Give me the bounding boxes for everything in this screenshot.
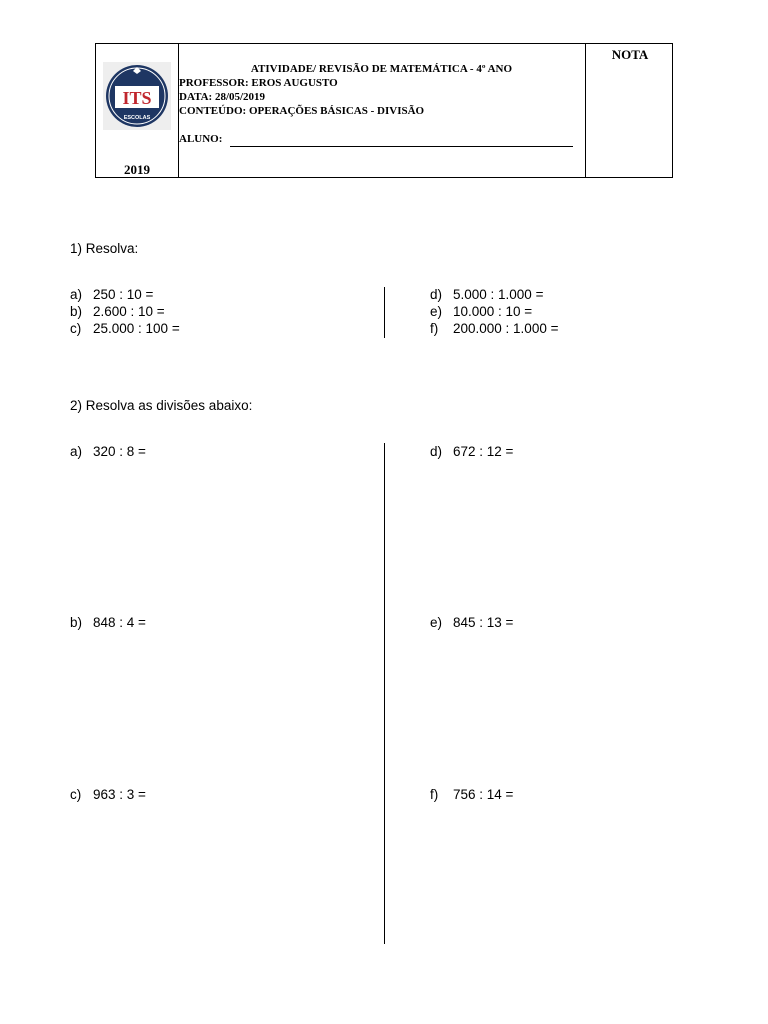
q1-item-c xyxy=(70,321,180,336)
grade-cell xyxy=(585,44,674,177)
q1-item-b xyxy=(70,304,165,319)
activity-title: ATIVIDADE/ REVISÃO DE MATEMÁTICA - 4º ANO xyxy=(250,63,513,75)
item-label: c) xyxy=(70,787,82,802)
school-logo xyxy=(103,62,171,130)
item-text: 320 : 8 = xyxy=(93,444,146,459)
item-label: b) xyxy=(70,615,83,630)
grade-label: NOTA xyxy=(611,47,649,62)
question-1-title: 1) Resolva: xyxy=(70,241,139,256)
q2-item-d xyxy=(430,444,513,459)
q1-item-a xyxy=(70,287,153,302)
item-text: 2.600 : 10 = xyxy=(93,304,165,319)
q2-item-f xyxy=(430,787,513,802)
item-text: 25.000 : 100 = xyxy=(93,321,180,336)
q2-item-b xyxy=(70,615,146,630)
logo-text: ITS xyxy=(122,88,152,108)
student-label: ALUNO: xyxy=(179,133,223,145)
logo-subtext: ESCOLAS xyxy=(123,115,151,121)
item-text: 5.000 : 1.000 = xyxy=(453,287,544,302)
q2-item-c xyxy=(70,787,146,802)
item-text: 845 : 13 = xyxy=(453,615,514,630)
info-cell xyxy=(178,44,585,177)
item-label: e) xyxy=(430,615,443,630)
item-label: a) xyxy=(70,444,83,459)
q2-column-divider xyxy=(384,443,385,944)
item-label: d) xyxy=(430,444,443,459)
item-text: 250 : 10 = xyxy=(93,287,154,302)
q1-item-e xyxy=(430,304,532,319)
q2-item-e xyxy=(430,615,513,630)
year-label: 2019 xyxy=(124,162,150,177)
item-label: e) xyxy=(430,304,443,319)
question-2-title: 2) Resolva as divisões abaixo: xyxy=(70,398,253,413)
item-text: 200.000 : 1.000 = xyxy=(453,321,559,336)
item-label: f) xyxy=(430,787,439,802)
q1-item-d xyxy=(430,287,543,302)
item-label: f) xyxy=(430,321,439,336)
item-label: b) xyxy=(70,304,83,319)
date-line: DATA: 28/05/2019 xyxy=(179,91,266,103)
item-label: d) xyxy=(430,287,443,302)
q1-column-divider xyxy=(384,287,385,338)
item-text: 756 : 14 = xyxy=(453,787,514,802)
item-text: 10.000 : 10 = xyxy=(453,304,533,319)
q1-item-f xyxy=(430,321,558,336)
item-text: 963 : 3 = xyxy=(93,787,146,802)
item-label: c) xyxy=(70,321,82,336)
header-table xyxy=(95,43,673,178)
item-label: a) xyxy=(70,287,83,302)
content-line: CONTEÚDO: OPERAÇÕES BÁSICAS - DIVISÃO xyxy=(179,105,425,117)
professor-line: PROFESSOR: EROS AUGUSTO xyxy=(179,77,338,89)
item-text: 848 : 4 = xyxy=(93,615,146,630)
logo-cell xyxy=(96,44,179,177)
student-name-field[interactable] xyxy=(230,146,573,147)
q2-item-a xyxy=(70,444,146,459)
item-text: 672 : 12 = xyxy=(453,444,514,459)
